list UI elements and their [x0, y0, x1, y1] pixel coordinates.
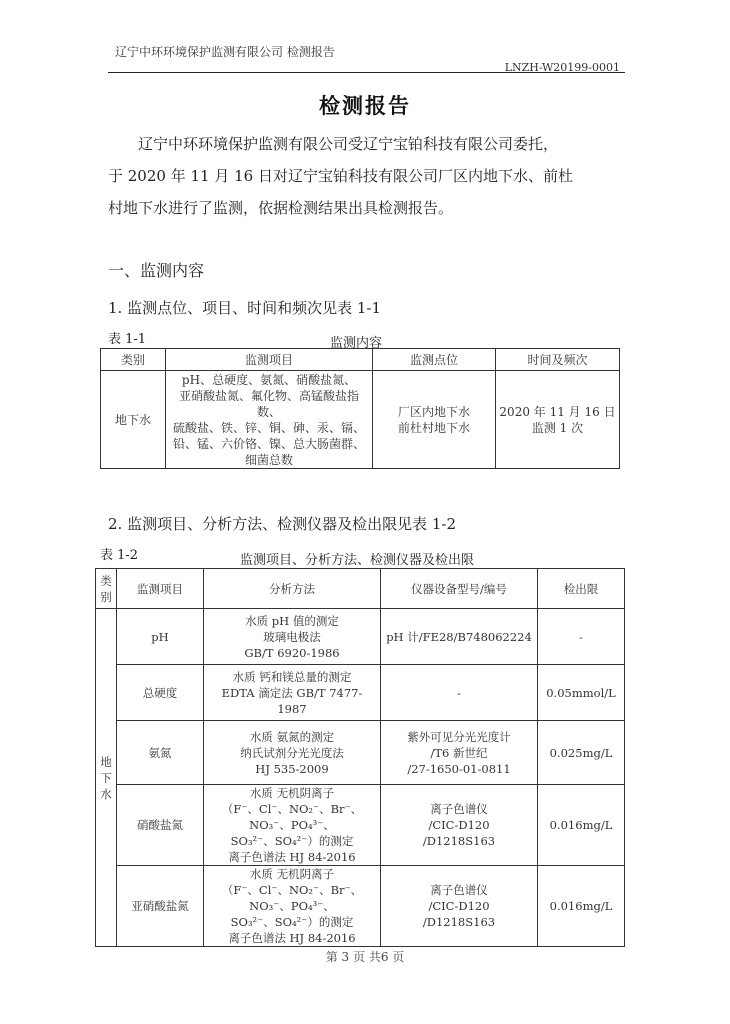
table2-header-method: 分析方法 — [204, 569, 381, 609]
table2-instrument-cell — [381, 721, 538, 785]
table-row — [96, 721, 625, 785]
table2-item-cell: 硝酸盐氮 — [117, 785, 204, 866]
header-report-number: LNZH-W20199-0001 — [504, 61, 620, 74]
table1-time-line: 监测 1 次 — [531, 420, 584, 435]
table-row — [96, 785, 625, 866]
instrument-line: /27-1650-01-0811 — [407, 761, 511, 776]
table2-header-category: 类别 — [96, 569, 117, 609]
instrument-line: /D1218S163 — [422, 834, 496, 848]
table1-points-cell — [373, 371, 496, 469]
table2-method-cell — [204, 721, 381, 785]
table2-item-cell: 亚硝酸盐氮 — [117, 866, 204, 947]
method-line: 离子色谱法 HJ 84-2016 — [228, 931, 356, 945]
method-line: 玻璃电极法 — [263, 629, 321, 644]
table2-instrument-cell — [381, 785, 538, 866]
intro-line-1: 辽宁中环环境保护监测有限公司受辽宁宝铂科技有限公司委托， — [138, 135, 559, 153]
instrument-line: pH 计/FE28/B748062224 — [386, 629, 532, 644]
table1-item-line: 亚硝酸盐氮、氟化物、高锰酸盐指数、 — [178, 388, 359, 419]
instrument-line: 离子色谱仪 — [430, 883, 488, 897]
table1-item-line: 铅、锰、六价铬、镍、总大肠菌群、 — [172, 436, 365, 451]
table1-item-line: 细菌总数 — [244, 452, 293, 467]
method-line: 水质 无机阴离子 — [249, 786, 335, 800]
method-line: 水质 pH 值的测定 — [245, 613, 339, 628]
subsection-heading-1: 1. 监测点位、项目、时间和频次见表 1-1 — [108, 299, 382, 317]
table2-method-cell — [204, 785, 381, 866]
table1-time-line: 2020 年 11 月 16 日 — [499, 404, 616, 419]
analysis-method-table — [95, 568, 625, 947]
table1-items-cell — [166, 371, 373, 469]
table1-item-line: 硫酸盐、铁、锌、铜、砷、汞、镉、 — [172, 420, 365, 435]
method-line: 水质 无机阴离子 — [249, 867, 335, 881]
table1-header-items: 监测项目 — [166, 349, 373, 371]
method-line: （F⁻、Cl⁻、NO₂⁻、Br⁻、NO₃⁻、PO₄³⁻、 — [221, 883, 363, 913]
table2-header-limit: 检出限 — [538, 569, 625, 609]
table1-point-line: 前杜村地下水 — [397, 420, 470, 435]
table2-item-cell: 氨氮 — [117, 721, 204, 785]
method-line: SO₃²⁻、SO₄²⁻）的测定 — [230, 915, 354, 929]
monitoring-content-table — [100, 348, 620, 469]
table2-method-cell — [204, 665, 381, 721]
table2-caption: 监测项目、分析方法、检测仪器及检出限 — [240, 553, 475, 568]
table2-instrument-cell — [381, 866, 538, 947]
header-divider — [108, 72, 625, 73]
method-line: （F⁻、Cl⁻、NO₂⁻、Br⁻、NO₃⁻、PO₄³⁻、 — [221, 802, 363, 832]
method-line: 水质 氨氮的测定 — [249, 729, 335, 744]
subsection-heading-2: 2. 监测项目、分析方法、检测仪器及检出限见表 1-2 — [108, 515, 457, 533]
intro-line-2: 于 2020 年 11 月 16 日对辽宁宝铂科技有限公司厂区内地下水、前杜 — [108, 167, 573, 185]
table2-method-cell — [204, 866, 381, 947]
table2-header-instrument: 仪器设备型号/编号 — [381, 569, 538, 609]
table1-time-cell — [496, 371, 620, 469]
table2-category-cell: 地下水 — [96, 609, 117, 947]
table2-limit-cell: - — [538, 609, 625, 665]
method-line: 水质 钙和镁总量的测定 — [232, 669, 352, 684]
table2-number: 表 1-2 — [100, 548, 139, 563]
table2-item-cell: 总硬度 — [117, 665, 204, 721]
table2-method-cell — [204, 609, 381, 665]
table-row — [96, 665, 625, 721]
instrument-line: /CIC-D120 — [428, 899, 490, 913]
table1-number: 表 1-1 — [108, 332, 147, 347]
intro-paragraph — [108, 128, 628, 224]
table1-category-cell: 地下水 — [101, 371, 166, 469]
table2-limit-cell: 0.025mg/L — [538, 721, 625, 785]
table-row — [101, 371, 620, 469]
instrument-line: 紫外可见分光光度计 — [407, 729, 511, 744]
page-footer: 第 3 页 共6 页 — [325, 950, 405, 964]
instrument-line: /T6 新世纪 — [430, 745, 488, 760]
method-line: EDTA 滴定法 GB/T 7477-1987 — [221, 685, 363, 716]
table1-header-category: 类别 — [101, 349, 166, 371]
table2-limit-cell: 0.05mmol/L — [538, 665, 625, 721]
table2-header-row — [96, 569, 625, 609]
table2-limit-cell: 0.016mg/L — [538, 866, 625, 947]
method-line: HJ 535-2009 — [255, 761, 329, 776]
method-line: SO₃²⁻、SO₄²⁻）的测定 — [230, 834, 354, 848]
instrument-line: 离子色谱仪 — [430, 802, 488, 816]
table2-item-cell: pH — [117, 609, 204, 665]
table1-caption: 监测内容 — [330, 336, 383, 351]
header-company: 辽宁中环环境保护监测有限公司 检测报告 — [115, 45, 335, 59]
instrument-line: /D1218S163 — [422, 915, 496, 929]
table1-header-row — [101, 349, 620, 371]
table-row — [96, 609, 625, 665]
intro-line-3: 村地下水进行了监测，依据检测结果出具检测报告。 — [108, 199, 454, 217]
method-line: GB/T 6920-1986 — [244, 645, 340, 660]
method-line: 离子色谱法 HJ 84-2016 — [228, 850, 356, 864]
page-title: 检测报告 — [319, 93, 411, 118]
section-heading-1: 一、监测内容 — [108, 261, 205, 280]
table2-instrument-cell — [381, 609, 538, 665]
table2-limit-cell: 0.016mg/L — [538, 785, 625, 866]
table2-header-item: 监测项目 — [117, 569, 204, 609]
instrument-line: - — [457, 685, 461, 700]
table2-instrument-cell — [381, 665, 538, 721]
instrument-line: /CIC-D120 — [428, 818, 490, 832]
table1-header-time: 时间及频次 — [496, 349, 620, 371]
table1-point-line: 厂区内地下水 — [397, 404, 470, 419]
table-row — [96, 866, 625, 947]
table1-header-points: 监测点位 — [373, 349, 496, 371]
method-line: 纳氏试剂分光光度法 — [240, 745, 344, 760]
table1-item-line: pH、总硬度、氨氮、硝酸盐氮、 — [181, 372, 357, 387]
